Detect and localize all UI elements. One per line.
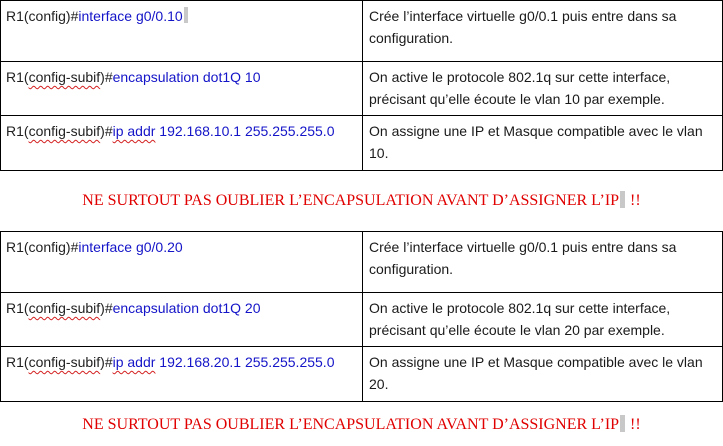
table-row — [1, 293, 723, 347]
cli-prompt-mode: config-subif — [28, 354, 101, 370]
cli-command: interface g0/0.10 — [78, 8, 183, 24]
table-row — [1, 1, 723, 62]
table-row — [1, 62, 723, 116]
warning-line — [0, 191, 723, 211]
description-cell: On assigne une IP et Masque compatible avec le vlan 10. — [363, 116, 723, 171]
cli-command-args: 192.168.10.1 255.255.255.0 — [155, 123, 335, 139]
text-cursor — [620, 191, 625, 208]
config-table-vlan20 — [0, 231, 723, 402]
text-cursor — [620, 415, 625, 432]
cli-prompt-head: R1( — [6, 300, 29, 316]
cli-prompt-tail: )# — [100, 354, 113, 370]
description-cell: Crée l’interface virtuelle g0/0.1 puis entre dans sa configuration. — [363, 232, 723, 293]
table-row — [1, 116, 723, 171]
cli-prompt-tail: )# — [100, 300, 113, 316]
cli-command: encapsulation dot1Q 10 — [112, 69, 261, 85]
description-cell: On active le protocole 802.1q sur cette interface, précisant qu’elle écoute le vlan 20 par exemple. — [363, 293, 723, 347]
cli-prompt: R1(config)# — [6, 8, 79, 24]
cli-command: interface g0/0.20 — [78, 239, 183, 255]
warning-text: NE SURTOUT PAS OUBLIER L’ENCAPSULATION AVANT D’ASSIGNER L’IP — [82, 192, 620, 209]
cli-prompt-head: R1( — [6, 69, 29, 85]
command-cell — [1, 347, 363, 402]
description-cell: On assigne une IP et Masque compatible avec le vlan 20. — [363, 347, 723, 402]
warning-exclamation: !! — [626, 416, 641, 433]
cli-command-keyword: ip addr — [112, 354, 156, 370]
text-cursor — [184, 7, 188, 23]
command-cell — [1, 1, 363, 62]
command-cell — [1, 116, 363, 171]
table-row — [1, 347, 723, 402]
warning-text: NE SURTOUT PAS OUBLIER L’ENCAPSULATION AVANT D’ASSIGNER L’IP — [82, 416, 620, 433]
cli-prompt-mode: config-subif — [28, 300, 101, 316]
cli-prompt-mode: config-subif — [28, 69, 101, 85]
cli-prompt-head: R1( — [6, 123, 29, 139]
config-table-vlan10 — [0, 0, 723, 171]
warning-line — [0, 415, 723, 435]
table-row — [1, 232, 723, 293]
cli-prompt-tail: )# — [100, 123, 113, 139]
cli-prompt-mode: config-subif — [28, 123, 101, 139]
cli-command: encapsulation dot1Q 20 — [112, 300, 261, 316]
cli-prompt-head: R1( — [6, 354, 29, 370]
description-cell: On active le protocole 802.1q sur cette interface, précisant qu’elle écoute le vlan 10 par exemple. — [363, 62, 723, 116]
command-cell — [1, 232, 363, 293]
description-cell: Crée l’interface virtuelle g0/0.1 puis entre dans sa configuration. — [363, 1, 723, 62]
warning-exclamation: !! — [626, 192, 641, 209]
cli-command-keyword: ip addr — [112, 123, 156, 139]
cli-prompt-tail: )# — [100, 69, 113, 85]
command-cell — [1, 293, 363, 347]
cli-prompt: R1(config)# — [6, 239, 79, 255]
cli-command-args: 192.168.20.1 255.255.255.0 — [155, 354, 335, 370]
command-cell — [1, 62, 363, 116]
